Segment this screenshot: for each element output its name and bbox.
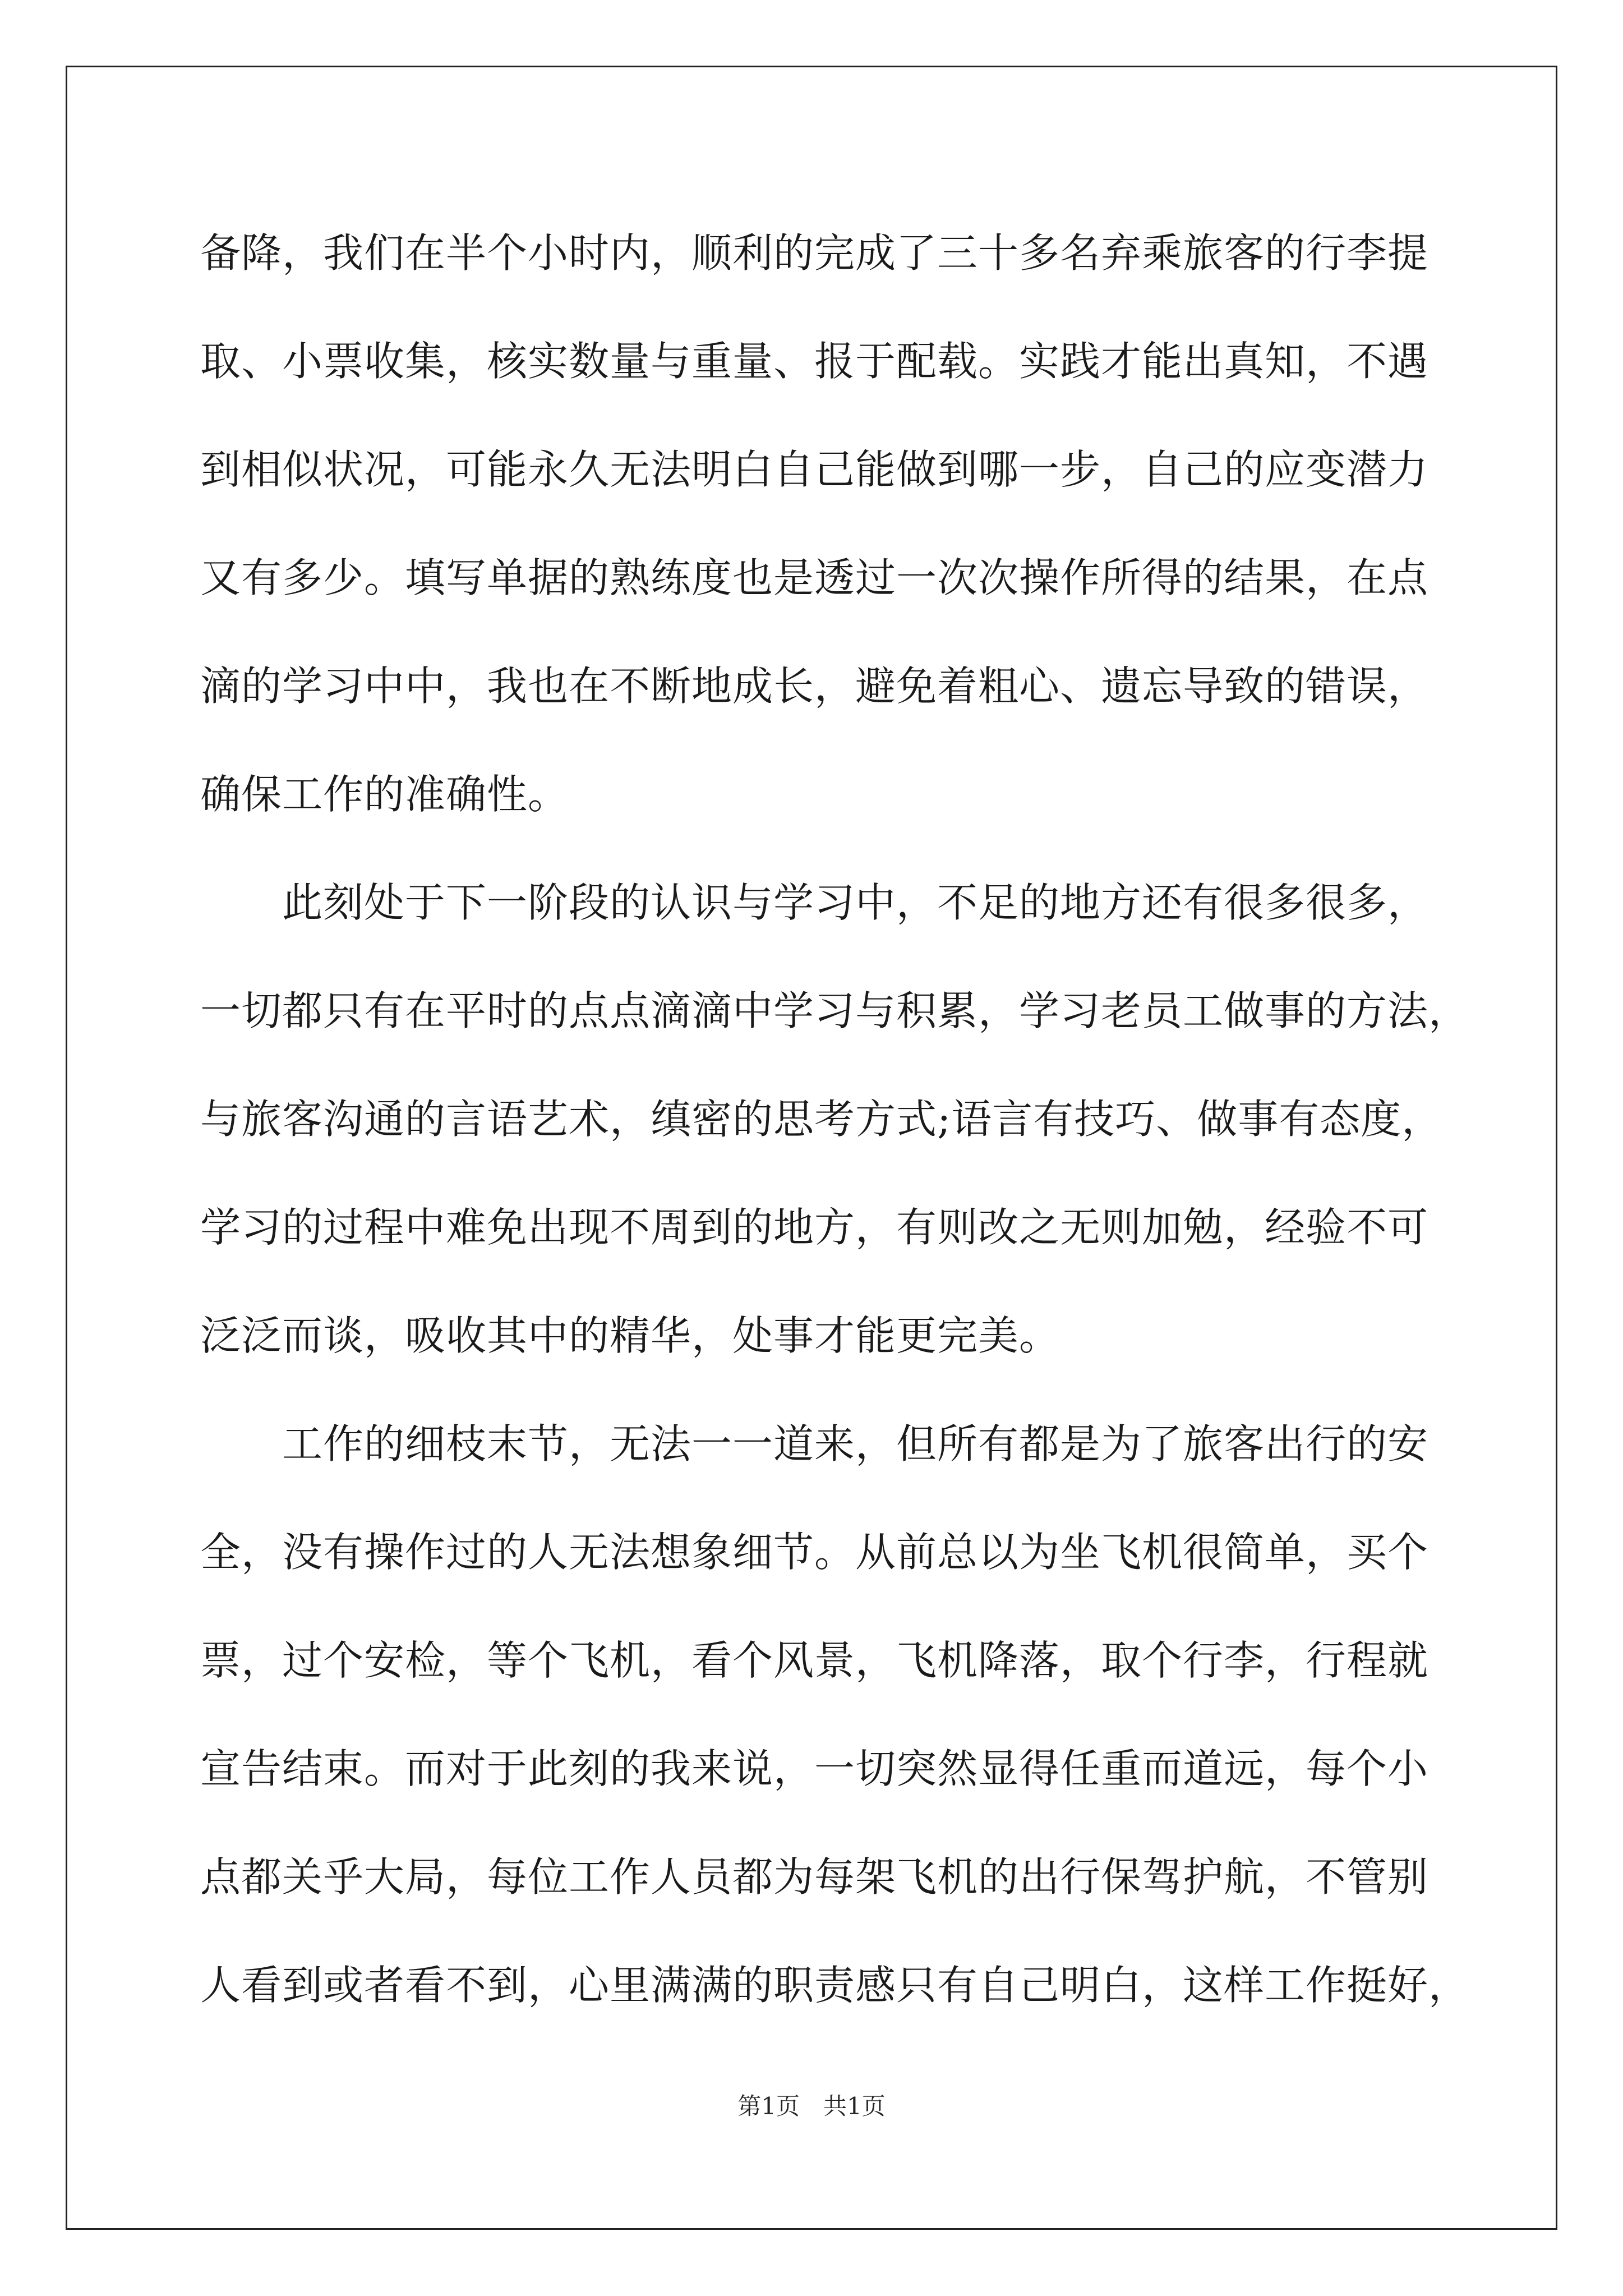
body-line-12: 工作的细枝末节，无法一一道来，但所有都是为了旅客出行的安 bbox=[200, 1420, 1429, 1467]
body-line-7: 此刻处于下一阶段的认识与学习中，不足的地方还有很多很多， bbox=[200, 879, 1429, 926]
body-line-4: 又有多少。填写单据的熟练度也是透过一次次操作所得的结果，在点 bbox=[200, 554, 1429, 601]
body-line-14: 票，过个安检，等个飞机，看个风景，飞机降落，取个行李，行程就 bbox=[200, 1637, 1429, 1684]
body-line-15: 宣告结束。而对于此刻的我来说，一切突然显得任重而道远，每个小 bbox=[200, 1745, 1429, 1792]
body-line-13: 全，没有操作过的人无法想象细节。从前总以为坐飞机很简单，买个 bbox=[200, 1529, 1429, 1576]
body-line-17: 人看到或者看不到，心里满满的职责感只有自己明白，这样工作挺好， bbox=[200, 1962, 1470, 2009]
body-line-11: 泛泛而谈，吸收其中的精华，处事才能更完美。 bbox=[200, 1312, 1061, 1359]
body-line-1: 备降，我们在半个小时内，顺利的完成了三十多名弃乘旅客的行李提 bbox=[200, 229, 1429, 277]
body-line-2: 取、小票收集，核实数量与重量、报于配载。实践才能出真知，不遇 bbox=[200, 338, 1429, 385]
page-footer: 第1页 共1页 bbox=[737, 2092, 886, 2120]
body-line-3: 到相似状况，可能永久无法明白自己能做到哪一步，自己的应变潜力 bbox=[200, 446, 1429, 493]
body-line-9: 与旅客沟通的言语艺术，缜密的思考方式;语言有技巧、做事有态度， bbox=[200, 1096, 1443, 1143]
body-line-16: 点都关乎大局，每位工作人员都为每架飞机的出行保驾护航，不管别 bbox=[200, 1853, 1429, 1901]
body-line-8: 一切都只有在平时的点点滴滴中学习与积累，学习老员工做事的方法， bbox=[200, 987, 1470, 1034]
body-line-10: 学习的过程中难免出现不周到的地方，有则改之无则加勉，经验不可 bbox=[200, 1204, 1429, 1251]
body-line-6: 确保工作的准确性。 bbox=[200, 771, 569, 818]
body-line-5: 滴的学习中中，我也在不断地成长，避免着粗心、遗忘导致的错误， bbox=[200, 662, 1429, 710]
page-border bbox=[66, 66, 1557, 2230]
